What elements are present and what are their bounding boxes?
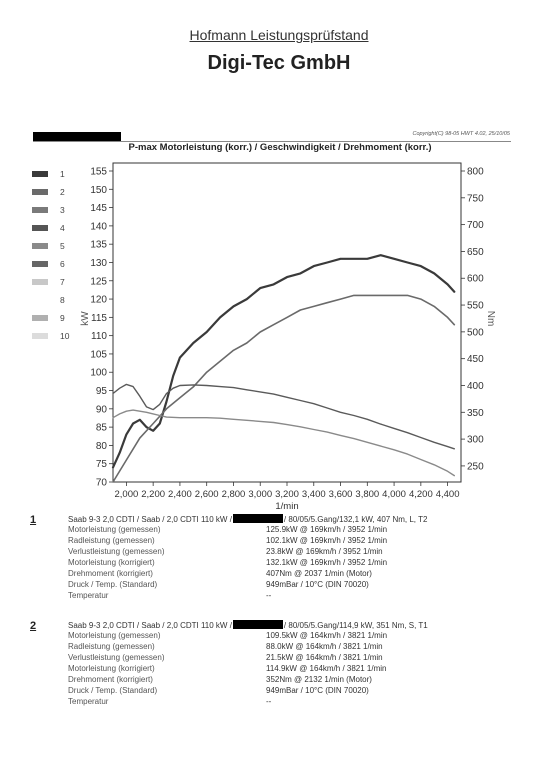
legend-label: 2 bbox=[60, 187, 65, 197]
y-left-tick-label: 125 bbox=[90, 276, 107, 288]
result-row-label: Radleistung (gemessen) bbox=[68, 642, 155, 651]
x-tick-label: 2,400 bbox=[168, 489, 192, 500]
legend-label: 6 bbox=[60, 259, 65, 269]
y-right-tick-label: 650 bbox=[467, 246, 484, 258]
redacted-box bbox=[233, 514, 283, 523]
result-row-value: -- bbox=[266, 591, 272, 600]
y-left-tick-label: 105 bbox=[90, 349, 107, 361]
y-right-tick-label: 300 bbox=[467, 434, 484, 446]
result-row-value: 407Nm @ 2037 1/min (Motor) bbox=[266, 569, 372, 578]
legend-label: 1 bbox=[60, 169, 65, 179]
y-left-tick-label: 155 bbox=[90, 166, 107, 178]
y-left-tick-label: 80 bbox=[95, 440, 107, 452]
y-right-tick-label: 500 bbox=[467, 327, 484, 339]
y-left-tick-label: 130 bbox=[90, 257, 107, 269]
y-right-axis-label: Nm bbox=[485, 310, 496, 327]
x-tick-label: 2,600 bbox=[194, 489, 219, 500]
y-left-tick-label: 110 bbox=[91, 331, 107, 343]
y-left-tick-label: 115 bbox=[91, 312, 107, 324]
x-tick-label: 4,000 bbox=[382, 489, 406, 500]
plot-frame bbox=[113, 163, 461, 482]
result-vehicle bbox=[68, 620, 428, 630]
redacted-box bbox=[233, 620, 283, 629]
x-tick-label: 3,800 bbox=[355, 489, 380, 500]
result-row bbox=[68, 631, 528, 642]
y-right-tick-label: 350 bbox=[467, 407, 484, 419]
result-row bbox=[68, 569, 528, 580]
y-left-tick-label: 150 bbox=[90, 184, 107, 196]
result-row-label: Verlustleistung (gemessen) bbox=[68, 653, 165, 662]
result-vehicle-text: Saab 9-3 2,0 CDTI / Saab / 2,0 CDTI 110 kW / bbox=[68, 515, 232, 524]
result-row-label: Radleistung (gemessen) bbox=[68, 536, 155, 545]
result-row-value: 125.9kW @ 169km/h / 3952 1/min bbox=[266, 525, 388, 534]
result-row-value: 23.8kW @ 169km/h / 3952 1/min bbox=[266, 547, 383, 556]
series-line-left bbox=[113, 295, 454, 482]
result-row-label: Motorleistung (korrigiert) bbox=[68, 558, 155, 567]
result-row-label: Motorleistung (korrigiert) bbox=[68, 664, 155, 673]
result-block bbox=[30, 514, 530, 614]
x-axis-label: 1/min bbox=[275, 501, 299, 512]
y-left-tick-label: 140 bbox=[90, 221, 107, 233]
y-left-tick-label: 145 bbox=[90, 203, 107, 215]
y-right-tick-label: 550 bbox=[467, 300, 484, 312]
result-vehicle-text: Saab 9-3 2,0 CDTI / Saab / 2,0 CDTI 110 kW / bbox=[68, 621, 232, 630]
x-tick-label: 4,400 bbox=[435, 489, 460, 500]
result-row-label: Druck / Temp. (Standard) bbox=[68, 686, 158, 695]
result-vehicle-tail: / 80/05/5.Gang/132,1 kW, 407 Nm, L, T2 bbox=[283, 515, 428, 524]
result-row-label: Temperatur bbox=[68, 697, 109, 706]
legend-label: 7 bbox=[60, 277, 65, 287]
legend-label: 10 bbox=[60, 331, 70, 341]
x-tick-label: 2,200 bbox=[141, 489, 166, 500]
y-right-tick-label: 750 bbox=[467, 193, 484, 205]
result-row bbox=[68, 525, 528, 536]
result-number: 2 bbox=[30, 620, 37, 632]
chart-title: P-max Motorleistung (korr.) / Geschwindigkeit / Drehmoment (korr.) bbox=[128, 142, 432, 153]
x-tick-label: 3,600 bbox=[328, 489, 353, 500]
result-row bbox=[68, 536, 528, 547]
result-row-value: 88.0kW @ 164km/h / 3821 1/min bbox=[266, 642, 383, 651]
y-left-tick-label: 90 bbox=[95, 404, 107, 416]
result-row-label: Verlustleistung (gemessen) bbox=[68, 547, 165, 556]
result-row bbox=[68, 675, 528, 686]
header-company-line: Hofmann Leistungsprüfstand bbox=[189, 27, 369, 43]
result-row-label: Drehmoment (korrigiert) bbox=[68, 569, 153, 578]
result-row bbox=[68, 664, 528, 675]
y-left-tick-label: 75 bbox=[95, 459, 107, 471]
y-right-tick-label: 450 bbox=[467, 354, 484, 366]
result-row bbox=[68, 558, 528, 569]
legend-label: 8 bbox=[60, 295, 65, 305]
result-row bbox=[68, 547, 528, 558]
y-left-axis-label: kW bbox=[80, 311, 91, 326]
result-row-label: Motorleistung (gemessen) bbox=[68, 631, 161, 640]
result-row-value: 21.5kW @ 164km/h / 3821 1/min bbox=[266, 653, 383, 662]
y-right-tick-label: 250 bbox=[467, 461, 484, 473]
legend-label: 9 bbox=[60, 313, 65, 323]
y-left-tick-label: 135 bbox=[90, 239, 107, 251]
y-left-tick-label: 70 bbox=[95, 477, 107, 489]
result-row-label: Druck / Temp. (Standard) bbox=[68, 580, 158, 589]
result-row-label: Drehmoment (korrigiert) bbox=[68, 675, 153, 684]
result-row-value: 949mBar / 10°C (DIN 70020) bbox=[266, 580, 369, 589]
legend-label: 4 bbox=[60, 223, 65, 233]
result-row-label: Temperatur bbox=[68, 591, 109, 600]
y-left-tick-label: 95 bbox=[95, 386, 107, 398]
result-row-value: 109.5kW @ 164km/h / 3821 1/min bbox=[266, 631, 388, 640]
result-row bbox=[68, 591, 528, 602]
series-line-left bbox=[113, 255, 454, 467]
y-left-tick-label: 100 bbox=[90, 367, 107, 379]
y-left-tick-label: 85 bbox=[95, 422, 107, 434]
legend-label: 3 bbox=[60, 205, 65, 215]
x-tick-label: 3,400 bbox=[301, 489, 326, 500]
legend-label: 5 bbox=[60, 241, 65, 251]
result-row-value: 114.9kW @ 164km/h / 3821 1/min bbox=[266, 664, 387, 673]
x-tick-label: 3,000 bbox=[248, 489, 273, 500]
y-right-tick-label: 400 bbox=[467, 380, 484, 392]
y-right-tick-label: 600 bbox=[467, 273, 484, 285]
result-row bbox=[68, 653, 528, 664]
result-row-value: 132.1kW @ 169km/h / 3952 1/min bbox=[266, 558, 388, 567]
result-vehicle bbox=[68, 514, 427, 524]
y-left-tick-label: 120 bbox=[90, 294, 107, 306]
result-row-value: 352Nm @ 2132 1/min (Motor) bbox=[266, 675, 372, 684]
x-tick-label: 4,200 bbox=[408, 489, 433, 500]
x-tick-label: 2,800 bbox=[221, 489, 246, 500]
result-row-value: 949mBar / 10°C (DIN 70020) bbox=[266, 686, 369, 695]
result-vehicle-tail: / 80/05/5.Gang/114,9 kW, 351 Nm, S, T1 bbox=[283, 621, 428, 630]
result-row bbox=[68, 642, 528, 653]
result-number: 1 bbox=[30, 514, 37, 526]
x-tick-label: 2,000 bbox=[114, 489, 139, 500]
y-right-tick-label: 700 bbox=[467, 220, 484, 232]
result-row-value: 102.1kW @ 169km/h / 3952 1/min bbox=[266, 536, 388, 545]
result-row bbox=[68, 580, 528, 591]
x-tick-label: 3,200 bbox=[275, 489, 299, 500]
y-right-tick-label: 800 bbox=[467, 166, 484, 178]
result-block bbox=[30, 620, 530, 720]
result-row bbox=[68, 686, 528, 697]
series-line-right bbox=[113, 410, 454, 476]
header-company-name: Digi-Tec GmbH bbox=[207, 52, 351, 74]
copyright-text: Copyright(C) 98-05 HWT 4.02, 25/10/05 bbox=[412, 131, 510, 137]
result-row-label: Motorleistung (gemessen) bbox=[68, 525, 161, 534]
result-row-value: -- bbox=[266, 697, 272, 706]
result-row bbox=[68, 697, 528, 708]
